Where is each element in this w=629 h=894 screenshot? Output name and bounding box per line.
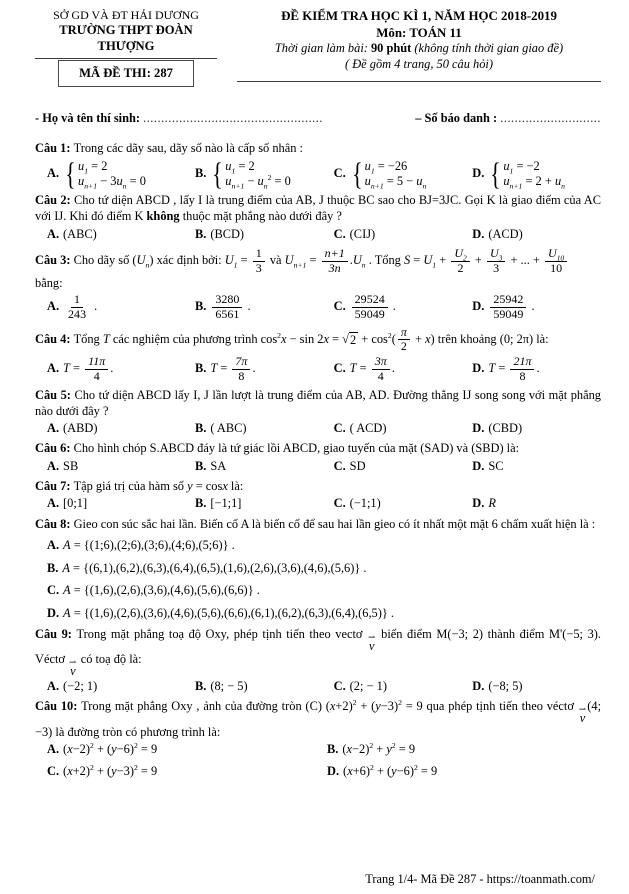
- option-content: { $u_1 = -2$ $u_{n+1} = 2 + u_n$: [490, 155, 565, 192]
- option-label: A.: [47, 458, 60, 473]
- option-content: ( ACD): [349, 420, 387, 435]
- student-name-blank: ..................................................: [143, 110, 323, 125]
- student-name-label: - Họ và tên thí sinh:: [35, 110, 144, 125]
- question-stem-text: Trong các dãy sau, dãy số nào là cấp số nhân :: [73, 141, 303, 156]
- option-content: $(x+6)^2 + (y-6)^2 = 9$: [343, 762, 438, 779]
- option-content: (8; − 5): [210, 679, 248, 693]
- option-C: [334, 355, 467, 383]
- question-stem: [35, 193, 601, 225]
- option-A: [47, 538, 601, 554]
- option-A: [47, 155, 189, 192]
- option-D: [472, 155, 601, 192]
- page-header: [35, 8, 601, 87]
- question: [35, 699, 601, 780]
- question-label: Câu 4:: [35, 331, 74, 346]
- question: [35, 479, 601, 512]
- question: [35, 326, 601, 383]
- option-D: [472, 421, 601, 437]
- option-content: T = $\frac{21\pi}{8}$ .: [488, 354, 540, 383]
- option-B: [195, 227, 328, 243]
- option-label: B.: [194, 458, 207, 473]
- exam-duration: [237, 41, 601, 57]
- option-label: B.: [327, 742, 339, 757]
- question-stem-text: Cho dãy số $(U_n)$ xác định bởi: $U_1$ = $\frac{1}{3}$ và $U_{n+1}$ = $\frac{n+1}{3n}$ $.U_n$ . Tổng $S = U_1$ + $\frac{U_2}{2}$ + $\frac{U_3}{3}$ + ... + $\frac{U_{10}}{10}$: [74, 253, 570, 267]
- option-C: [47, 583, 601, 599]
- option-content: R: [488, 496, 496, 511]
- option-label: D.: [472, 458, 485, 473]
- option-content: (ABC): [63, 226, 97, 241]
- option-label: D.: [472, 496, 485, 511]
- question-label: Câu 8:: [35, 516, 74, 531]
- option-A: [47, 496, 189, 512]
- options-group: [35, 227, 601, 243]
- question-stem-text: Cho tứ diện ABCD lấy I, J lần lượt là trung điểm của AB, AD. Đường thẳng IJ song song với mặt phẳng nào dưới đây ?: [35, 387, 601, 418]
- option-content: { $u_1 = 2$ $u_{n+1} - u_n^2 = 0$: [212, 155, 291, 192]
- question-label: Câu 7:: [35, 479, 74, 494]
- question-stem: [35, 699, 601, 740]
- option-label: C.: [47, 764, 60, 779]
- question-label: Câu 10:: [35, 699, 82, 714]
- option-C: [333, 155, 467, 192]
- question-stem: [35, 627, 601, 678]
- option-label: C.: [333, 299, 346, 314]
- option-content: ( ABC): [210, 420, 247, 435]
- question-label: Câu 5:: [35, 387, 75, 402]
- option-A: [47, 421, 189, 437]
- option-A: [47, 679, 189, 695]
- option-content: (CBD): [488, 420, 523, 435]
- question: [35, 247, 601, 321]
- question-stem-text: Tổng T các nghiệm của phương trình $\cos^2x - \sin 2x$ = √ 2 + $\cos^2$( $\frac{\pi}{2}$ + x) trên khoảng (0; 2π) là:: [73, 324, 549, 354]
- option-content: [−1;1]: [210, 496, 242, 511]
- question-stem-text: Trong mặt phẳng toạ độ Oxy, phép tịnh tiến theo vectơ ⇀ v biến điểm M(−3; 2) thành điểm M'(−5; 3). Véctơ ⇀ v có toạ độ là:: [35, 626, 601, 679]
- duration-note: (không tính thời gian giao đề): [414, 41, 564, 56]
- options-group: [35, 155, 601, 192]
- question-stem: [35, 388, 601, 420]
- option-content: T = $\frac{7\pi}{8}$ .: [210, 354, 256, 383]
- option-label: B.: [194, 165, 207, 180]
- option-label: C.: [333, 165, 346, 180]
- option-label: A.: [47, 299, 60, 314]
- option-label: B.: [194, 420, 207, 435]
- option-label: D.: [472, 226, 485, 241]
- option-C: [334, 496, 467, 512]
- option-content: $\frac{1}{243}$ .: [68, 292, 98, 321]
- options-group: [35, 538, 601, 623]
- question-stem: [35, 247, 601, 275]
- question-stem: [35, 141, 601, 157]
- option-content: (−1;1): [349, 496, 381, 511]
- option-label: A.: [47, 165, 60, 180]
- question-label: Câu 9:: [35, 626, 77, 641]
- question: [35, 193, 601, 242]
- option-content: $(x+2)^2 + (y-3)^2 = 9$: [63, 762, 158, 779]
- exam-pages-note: ( Đề gồm 4 trang, 50 câu hỏi): [345, 56, 493, 71]
- question: [35, 517, 601, 622]
- option-content: SA: [210, 458, 227, 473]
- questions: [35, 137, 601, 866]
- option-C: [334, 679, 467, 695]
- options-group: [35, 421, 601, 437]
- option-content: $\frac{3280}{6561}$ .: [210, 293, 250, 321]
- option-label: A.: [47, 496, 60, 511]
- option-B: [327, 742, 601, 758]
- option-content: A = {(1,6),(2,6),(3,6),(4,6),(5,6),(6,6)} .: [63, 583, 260, 598]
- option-content: $\frac{29524}{59049}$ .: [350, 293, 396, 321]
- option-label: A.: [47, 361, 60, 376]
- option-content: (−2; 1): [63, 679, 98, 693]
- question-stem: [35, 517, 601, 533]
- question-label: Câu 1:: [35, 141, 74, 156]
- option-label: D.: [327, 764, 340, 779]
- option-D: [472, 679, 601, 695]
- option-content: A = {(1;6),(2;6),(3;6),(4;6),(5;6)} .: [63, 537, 235, 552]
- option-content: A = {(6,1),(6,2),(6,3),(6,4),(6,5),(1,6),(2,6),(3,6),(4,6),(5,6)} .: [62, 560, 367, 575]
- question-stem-text: Cho hình chóp S.ABCD đáy là tứ giác lồi ABCD, giao tuyến của mặt (SAD) và (SBD) là:: [73, 441, 520, 456]
- option-label: C.: [333, 496, 346, 511]
- option-label: D.: [472, 420, 485, 435]
- option-content: [0;1]: [63, 496, 88, 511]
- option-B: [195, 459, 328, 475]
- exam-code-box: MÃ ĐỀ THI: 287: [58, 60, 194, 87]
- option-C: [334, 421, 467, 437]
- question-stem-text: Tập giá trị của hàm số y = cosx là:: [73, 479, 244, 494]
- question-label: Câu 6:: [35, 441, 74, 456]
- option-D: [472, 227, 601, 243]
- option-label: B.: [194, 679, 207, 693]
- option-content: SD: [349, 458, 366, 473]
- option-C: [47, 764, 321, 780]
- duration-minutes: 90 phút: [370, 41, 415, 56]
- option-label: C.: [333, 361, 346, 376]
- option-label: A.: [47, 742, 60, 757]
- option-label: D.: [472, 679, 485, 693]
- options-group: [35, 459, 601, 475]
- option-content: SC: [488, 458, 504, 473]
- option-content: (−8; 5): [488, 679, 523, 693]
- option-C: [334, 293, 467, 321]
- question-stem: [35, 441, 601, 457]
- option-label: B.: [194, 361, 207, 376]
- option-D: [327, 764, 601, 780]
- option-label: A.: [47, 226, 60, 241]
- option-D: [472, 496, 601, 512]
- exam-title: ĐỀ KIỂM TRA HỌC KÌ 1, NĂM HỌC 2018-2019: [281, 9, 557, 23]
- department-name: SỞ GD VÀ ĐT HẢI DƯƠNG: [53, 8, 199, 22]
- option-B: [195, 496, 328, 512]
- exam-subject: Môn: TOÁN 11: [376, 25, 462, 40]
- option-content: T = $\frac{11\pi}{4}$ .: [63, 354, 114, 383]
- options-group: [35, 742, 601, 780]
- option-B: [195, 293, 328, 321]
- option-B: [194, 155, 328, 192]
- option-A: [47, 459, 189, 475]
- header-left-rule: [35, 58, 217, 59]
- option-content: { $u_1 = -26$ $u_{n+1} = 5 - u_n$: [351, 155, 427, 192]
- option-content: (2; − 1): [349, 679, 387, 693]
- question-stem-text: Cho tứ diện ABCD , lấy I là trung điểm của AB, J thuộc BC sao cho BJ=3JC. Gọi K là giao điểm của AC với IJ. Khi đó điểm K không thuộc mặt phẳng nào dưới đây ?: [35, 193, 601, 224]
- option-label: D.: [472, 165, 485, 180]
- option-label: B.: [194, 496, 207, 511]
- options-group: [35, 496, 601, 512]
- question-stem: [35, 479, 601, 495]
- question: [35, 441, 601, 474]
- student-id-field: [415, 111, 601, 127]
- option-content: T = $\frac{3\pi}{4}$ .: [349, 354, 395, 383]
- option-B: [47, 561, 601, 577]
- student-info-line: [35, 111, 601, 127]
- option-content: (BCD): [210, 226, 245, 241]
- option-A: [47, 742, 321, 758]
- option-content: (CIJ): [349, 226, 376, 241]
- option-content: (ACD): [488, 226, 523, 241]
- option-A: [47, 355, 189, 383]
- question-stem-continued: bằng:: [35, 276, 63, 290]
- question-label: Câu 2:: [35, 193, 75, 208]
- option-D: [47, 606, 601, 622]
- option-B: [195, 421, 328, 437]
- header-left: [35, 8, 217, 87]
- option-label: C.: [333, 679, 346, 693]
- option-D: [472, 459, 601, 475]
- option-A: [47, 293, 189, 321]
- question: [35, 141, 601, 192]
- question: [35, 388, 601, 437]
- question-label: Câu 3:: [35, 252, 74, 267]
- question-stem-text: Trong mặt phẳng Oxy , ảnh của đường tròn (C) $(x+2)^2 + (y-3)^2 = 9$ qua phép tịnh tiến theo véctơ ⇀ v (4; −3) là đường tròn có phương trình là:: [35, 698, 602, 739]
- student-id-label: – Số báo danh :: [415, 110, 501, 125]
- question: [35, 627, 601, 695]
- option-C: [334, 227, 467, 243]
- option-label: A.: [47, 537, 60, 552]
- option-label: C.: [47, 583, 60, 598]
- option-label: D.: [472, 361, 485, 376]
- option-A: [47, 227, 189, 243]
- duration-prefix: Thời gian làm bài:: [274, 41, 371, 56]
- option-content: { $u_1 = 2$ $u_{n+1} - 3u_n = 0$: [65, 155, 146, 192]
- option-content: (ABD): [63, 420, 98, 435]
- question-stem-text: Gieo con súc sắc hai lần. Biến cố A là biến cố để sau hai lần gieo có ít nhất một mặt 6 chấm xuất hiện là :: [73, 516, 596, 531]
- option-content: $\frac{25942}{59049}$ .: [488, 293, 534, 321]
- question-stem: [35, 326, 601, 354]
- option-content: $(x-2)^2 + (y-6)^2 = 9$: [63, 741, 158, 757]
- option-label: C.: [333, 226, 346, 241]
- option-label: B.: [194, 299, 207, 314]
- option-label: D.: [472, 299, 485, 314]
- option-B: [195, 355, 328, 383]
- student-id-blank: ............................: [500, 110, 601, 125]
- option-label: A.: [47, 420, 60, 435]
- student-name-field: [35, 111, 323, 127]
- option-B: [195, 679, 328, 695]
- option-label: B.: [194, 226, 207, 241]
- options-group: [35, 355, 601, 383]
- school-name: TRƯỜNG THPT ĐOÀN THƯỢNG: [59, 23, 193, 54]
- page-footer: Trang 1/4- Mã Đề 287 - https://toanmath.com/: [365, 872, 595, 887]
- option-content: A = {(1,6),(2,6),(3,6),(4,6),(5,6),(6,6),(6,1),(6,2),(6,3),(6,4),(6,5)} .: [63, 606, 395, 621]
- option-C: [334, 459, 467, 475]
- header-right: [237, 8, 601, 82]
- option-content: $(x-2)^2 + y^2 = 9$: [342, 741, 416, 757]
- option-label: C.: [333, 458, 346, 473]
- options-group: [35, 679, 601, 695]
- option-D: [472, 293, 601, 321]
- option-label: C.: [333, 420, 346, 435]
- option-label: B.: [47, 560, 59, 575]
- options-group: [35, 293, 601, 321]
- option-content: SB: [63, 458, 79, 473]
- option-D: [472, 355, 601, 383]
- option-label: A.: [47, 679, 60, 693]
- option-label: D.: [47, 606, 60, 621]
